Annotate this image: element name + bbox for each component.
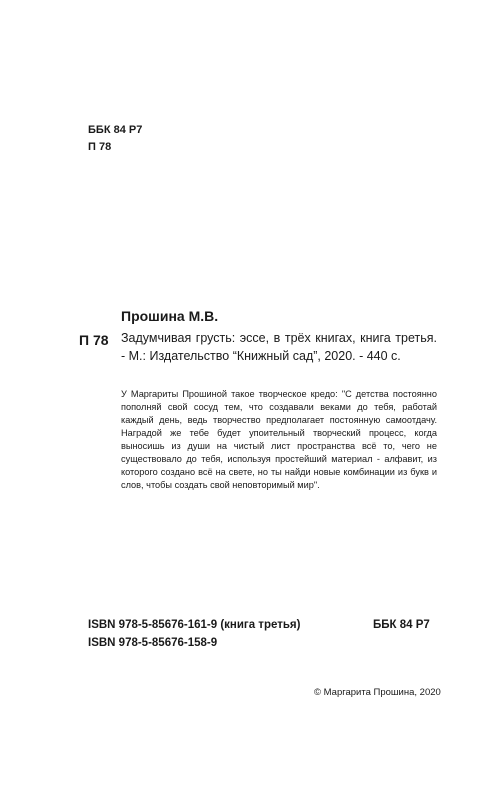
bbk-code-bottom: ББК 84 Р7 bbox=[373, 619, 430, 631]
annotation: У Маргариты Прошиной такое творческое кредо: "С детства постоянно пополняй свой сосуд тем, что создавали веками до тебя, работай каждый день, ведь творчество предполагает постоянную самоотдачу. Наградой же тебе будет упоительный творческий процесс, когда выносишь из души на чистый лист пространства всё то, чего не существовало до тебя, используя простейший материал - алфавит, из которого создано всё на свете, но ты найди новые комбинации из букв и слов, чтобы создать свой неповторимый мир". bbox=[121, 389, 437, 490]
author-name: Прошина М.В. bbox=[121, 308, 219, 324]
isbn-line-1: ISBN 978-5-85676-161-9 (книга третья) bbox=[88, 619, 301, 631]
author-mark-top: П 78 bbox=[88, 141, 112, 153]
copyright-notice: © Маргарита Прошина, 2020 bbox=[314, 687, 441, 698]
bibliographic-description: Задумчивая грусть: эссе, в трёх книгах, книга третья. - М.: Издательство “Книжный сад”, 2020. - 440 с. bbox=[121, 331, 437, 363]
isbn-line-2: ISBN 978-5-85676-158-9 bbox=[88, 637, 218, 649]
author-mark: П 78 bbox=[79, 332, 109, 348]
bbk-code-top: ББК 84 Р7 bbox=[88, 124, 143, 136]
